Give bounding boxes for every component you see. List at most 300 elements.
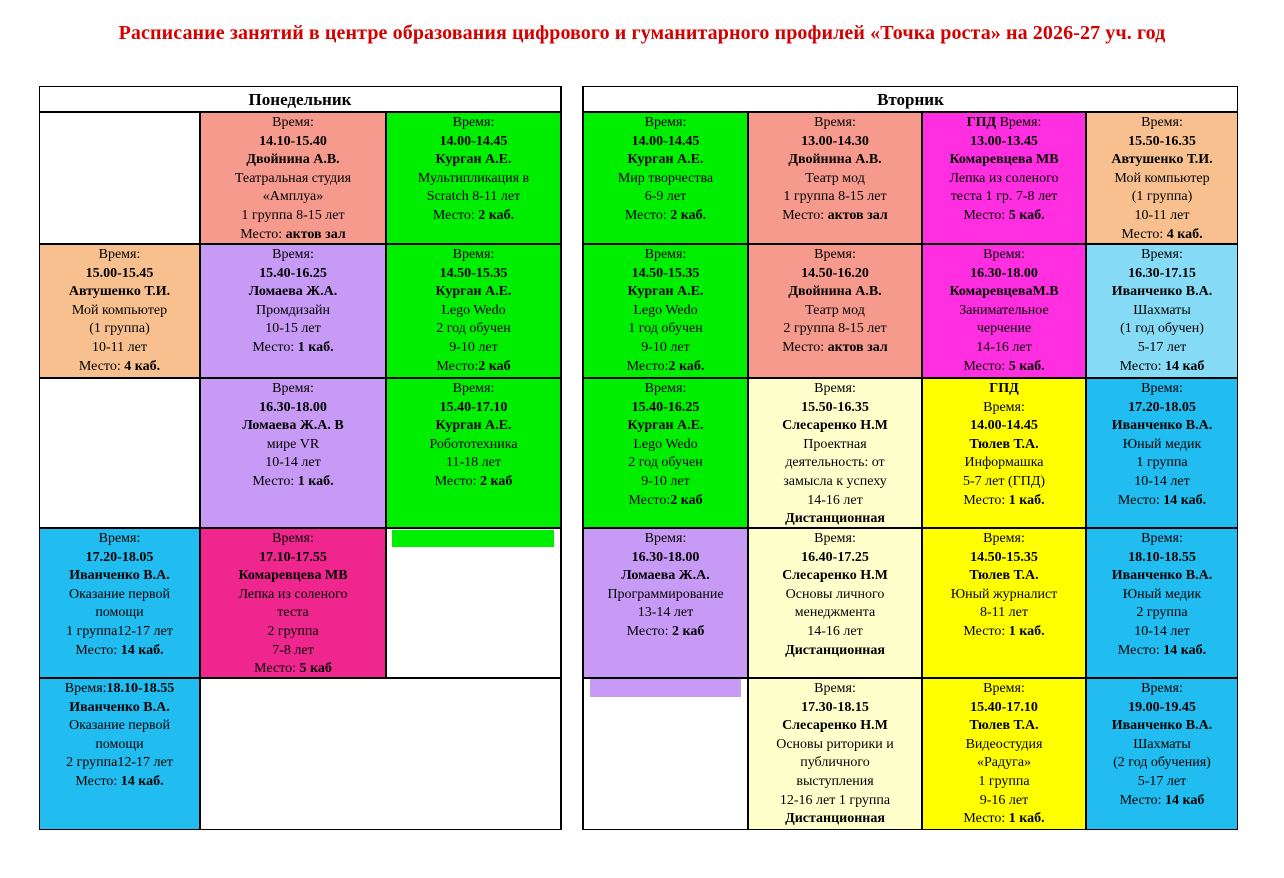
lesson-line xyxy=(1087,226,1237,244)
lesson-line xyxy=(40,283,199,302)
lesson-line-text: 2 год обучен xyxy=(628,455,703,471)
lesson-line xyxy=(584,623,747,642)
lesson-line xyxy=(201,188,385,207)
lesson-line xyxy=(923,417,1085,436)
lesson-line xyxy=(584,567,747,586)
lesson-line-text: Шахматы xyxy=(1133,302,1191,318)
lesson-line-text: Двойнина А.В. xyxy=(788,152,882,168)
lesson-line xyxy=(923,549,1085,568)
lesson-line xyxy=(1087,717,1237,736)
lesson-line xyxy=(387,339,560,358)
lesson-line xyxy=(40,773,199,792)
empty-cell xyxy=(39,112,200,244)
lesson-line-text: Время: xyxy=(272,381,314,396)
lesson-line xyxy=(584,133,747,152)
lesson-line xyxy=(749,623,921,642)
lesson-line xyxy=(923,188,1085,207)
lesson-line xyxy=(1087,358,1237,377)
lesson-line-text: 15.00-15.45 xyxy=(85,265,154,281)
lesson-line xyxy=(40,754,199,773)
lesson-line-text: Время: xyxy=(64,681,107,696)
lesson-line-text: Мой компьютер xyxy=(71,302,168,318)
lesson-line-text: Время: xyxy=(644,247,687,262)
empty-cell xyxy=(386,528,561,678)
page-title: Расписание занятий в центре образования цифрового и гуманитарного профилей «Точка роста» на 2026-27 уч. год xyxy=(118,22,1166,44)
lesson-line xyxy=(387,302,560,321)
lesson-line-text: 14.50-15.35 xyxy=(439,265,508,281)
lesson-line xyxy=(387,151,560,170)
lesson-line xyxy=(201,473,385,492)
lesson-line-value: 14 каб xyxy=(1165,358,1205,374)
lesson-line-text: 14.00-14.45 xyxy=(970,418,1038,434)
lesson-line-text: 13.00-13.45 xyxy=(970,133,1038,149)
lesson-line-text: Время: xyxy=(1141,115,1183,130)
lesson-line-text: (1 группа) xyxy=(89,321,150,337)
lesson-line-text: 16.40-17.25 xyxy=(801,549,869,565)
lesson-line xyxy=(584,302,747,321)
lesson-line xyxy=(40,549,199,568)
lesson-line xyxy=(584,530,747,549)
lesson-line-text: 10-14 лет xyxy=(1134,623,1190,639)
lesson-cell xyxy=(1086,378,1238,528)
lesson-line-text: Место: xyxy=(963,207,1009,223)
lesson-line xyxy=(1087,380,1237,399)
lesson-line-text: 13-14 лет xyxy=(637,605,694,621)
lesson-line xyxy=(201,207,385,226)
lesson-line-value: 2 каб xyxy=(670,492,703,508)
lesson-line xyxy=(201,133,385,152)
lesson-line-text: 10-14 лет xyxy=(265,455,321,471)
lesson-line xyxy=(923,283,1085,302)
lesson-line-value: 1 каб. xyxy=(1008,492,1045,508)
lesson-line xyxy=(40,320,199,339)
lesson-line-text: 14-16 лет xyxy=(976,339,1032,355)
empty-cell xyxy=(583,678,748,830)
lesson-line-text: Место: xyxy=(963,811,1009,827)
lesson-line-text: 15.40-17.10 xyxy=(970,699,1038,715)
lesson-line-text: 14.50-15.35 xyxy=(970,549,1038,565)
lesson-line xyxy=(749,339,921,358)
lesson-line xyxy=(749,170,921,189)
lesson-line-extra: Время: xyxy=(996,115,1042,130)
lesson-line xyxy=(923,754,1085,773)
lesson-line-value: 14 каб. xyxy=(1163,642,1207,658)
lesson-line xyxy=(1087,604,1237,623)
lesson-line-text: Курган А.Е. xyxy=(435,418,512,434)
lesson-line xyxy=(584,339,747,358)
lesson-line-text: Юный журналист xyxy=(950,586,1058,602)
lesson-line xyxy=(1087,567,1237,586)
lesson-line xyxy=(1087,773,1237,792)
lesson-line xyxy=(201,380,385,399)
lesson-line xyxy=(584,265,747,284)
lesson-line xyxy=(1087,454,1237,473)
lesson-line-text: 15.40-17.10 xyxy=(439,399,508,415)
lesson-line-text: Время: xyxy=(98,247,141,262)
lesson-line-text: Шахматы xyxy=(1133,736,1191,752)
lesson-line-text: Место: xyxy=(628,492,671,508)
lesson-line xyxy=(40,680,199,699)
lesson-line xyxy=(923,810,1085,829)
lesson-cell xyxy=(39,678,200,830)
lesson-line-text: 15.40-16.25 xyxy=(259,265,327,281)
lesson-line-text: 14.00-14.45 xyxy=(631,133,700,149)
lesson-line xyxy=(584,492,747,511)
lesson-line-text: 7-8 лет xyxy=(272,642,314,658)
lesson-line-text: Комаревцева МВ xyxy=(949,152,1059,168)
lesson-cell xyxy=(922,528,1086,678)
lesson-line xyxy=(923,151,1085,170)
lesson-line-value: 2 каб. xyxy=(478,207,515,223)
lesson-line xyxy=(923,246,1085,265)
lesson-line xyxy=(584,586,747,605)
lesson-line xyxy=(1087,320,1237,339)
lesson-line xyxy=(387,417,560,436)
lesson-line xyxy=(1087,680,1237,699)
lesson-line xyxy=(201,549,385,568)
lesson-line-text: Комаревцева МВ xyxy=(238,568,348,584)
lesson-line-text: Время: xyxy=(272,247,314,262)
lesson-cell xyxy=(1086,528,1238,678)
lesson-line xyxy=(923,302,1085,321)
lesson-line-text: Курган А.Е. xyxy=(435,284,512,300)
lesson-line xyxy=(1087,586,1237,605)
lesson-line xyxy=(201,265,385,284)
lesson-line xyxy=(387,170,560,189)
lesson-line xyxy=(749,265,921,284)
lesson-line-text: Курган А.Е. xyxy=(627,418,704,434)
lesson-line xyxy=(923,680,1085,699)
lesson-line xyxy=(1087,265,1237,284)
lesson-line-text: 17.10-17.55 xyxy=(259,549,327,565)
lesson-line-value: 14 каб xyxy=(1165,792,1205,808)
lesson-line-text: 9-10 лет xyxy=(641,473,690,489)
lesson-line-value: 1 каб. xyxy=(297,339,334,355)
lesson-line-text: 15.50-16.35 xyxy=(1128,133,1196,149)
lesson-line-text: (2 год обучения) xyxy=(1113,755,1211,771)
lesson-line xyxy=(201,623,385,642)
lesson-line xyxy=(201,170,385,189)
lesson-line xyxy=(1087,246,1237,265)
lesson-cell xyxy=(200,112,386,244)
lesson-line xyxy=(40,736,199,755)
lesson-cell xyxy=(748,244,922,378)
lesson-line xyxy=(749,417,921,436)
lesson-line xyxy=(584,283,747,302)
lesson-cell xyxy=(922,678,1086,830)
lesson-line-value: актов зал xyxy=(285,226,346,242)
lesson-line xyxy=(40,302,199,321)
lesson-line xyxy=(40,265,199,284)
lesson-line xyxy=(201,604,385,623)
lesson-line-text: Место: xyxy=(626,358,669,374)
lesson-line-text: Место: xyxy=(252,473,298,489)
lesson-line-text: Место: xyxy=(78,358,125,374)
lesson-line xyxy=(749,642,921,661)
lesson-line-text: Время: xyxy=(452,381,495,396)
lesson-cell xyxy=(583,378,748,528)
lesson-line-text: Место: xyxy=(963,623,1009,639)
lesson-line-text: Робототехника xyxy=(429,436,518,452)
lesson-line-text: Театр мод xyxy=(805,170,865,186)
monday-header: Понедельник xyxy=(39,86,561,112)
lesson-line-text: Место: xyxy=(254,661,300,677)
lesson-line-text: Курган А.Е. xyxy=(627,284,704,300)
lesson-line-text: Время: xyxy=(452,115,495,130)
lesson-line-value: 2 каб. xyxy=(670,207,707,223)
lesson-cell xyxy=(922,112,1086,244)
lesson-cell xyxy=(39,244,200,378)
lesson-line xyxy=(923,699,1085,718)
lesson-line xyxy=(749,114,921,133)
lesson-line-text: Ломаева Ж.А. В xyxy=(242,418,344,434)
lesson-line-value: 5 каб. xyxy=(1008,358,1045,374)
lesson-line xyxy=(201,436,385,455)
lesson-line-text: Время: xyxy=(983,399,1025,415)
lesson-line-text: 17.20-18.05 xyxy=(1128,399,1196,415)
lesson-line xyxy=(749,754,921,773)
lesson-line xyxy=(923,436,1085,455)
lesson-line-text: Иванченко В.А. xyxy=(69,568,170,584)
lesson-cell xyxy=(748,528,922,678)
lesson-cell xyxy=(922,244,1086,378)
lesson-line-text: 10-14 лет xyxy=(1134,473,1190,489)
lesson-line xyxy=(201,417,385,436)
lesson-line-text: Театр мод xyxy=(805,302,865,318)
lesson-line xyxy=(1087,492,1237,511)
lesson-line xyxy=(749,567,921,586)
lesson-line xyxy=(749,320,921,339)
lesson-line-text: Иванченко В.А. xyxy=(69,699,170,715)
lesson-line-text: Время: xyxy=(814,115,856,130)
lesson-line xyxy=(584,454,747,473)
lesson-line-text: Двойнина А.В. xyxy=(246,152,340,168)
lesson-line xyxy=(923,454,1085,473)
lesson-line xyxy=(923,473,1085,492)
lesson-line xyxy=(923,207,1085,226)
lesson-line-text: Место: xyxy=(1121,226,1167,242)
lesson-line-text: Лепка из соленого xyxy=(949,170,1059,186)
lesson-line xyxy=(1087,530,1237,549)
lesson-cell xyxy=(583,244,748,378)
lesson-line xyxy=(387,358,560,377)
lesson-line xyxy=(749,380,921,399)
lesson-line-text: Программирование xyxy=(607,586,724,602)
lesson-line-value: 5 каб xyxy=(299,661,332,677)
lesson-line-text: Место: xyxy=(624,207,671,223)
lesson-line xyxy=(584,246,747,265)
lesson-line-value: 1 каб. xyxy=(1008,623,1045,639)
lesson-line xyxy=(749,773,921,792)
lesson-line xyxy=(749,510,921,528)
lesson-line-text: ГПД xyxy=(989,381,1019,396)
lesson-line xyxy=(201,586,385,605)
lesson-line xyxy=(923,339,1085,358)
lesson-cell xyxy=(748,378,922,528)
lesson-line-text: 16.30-18.00 xyxy=(631,549,700,565)
lesson-line-text: Дистанционная xyxy=(785,811,885,827)
lesson-line xyxy=(749,792,921,811)
lesson-line xyxy=(40,246,199,265)
lesson-line-text: Иванченко В.А. xyxy=(1111,284,1213,300)
lesson-line xyxy=(201,339,385,358)
lesson-line xyxy=(749,283,921,302)
lesson-line-text: 1 группа 8-15 лет xyxy=(783,189,887,205)
lesson-line-text: 2 группа xyxy=(267,623,319,639)
lesson-line xyxy=(387,207,560,226)
lesson-line xyxy=(40,623,199,642)
lesson-line xyxy=(40,567,199,586)
lesson-line xyxy=(201,114,385,133)
lesson-line-text: Scratch 8-11 лет xyxy=(426,189,521,205)
lesson-line-text: Время: xyxy=(1141,247,1183,262)
lesson-line-text: 19.00-19.45 xyxy=(1128,699,1196,715)
lesson-cell xyxy=(39,528,200,678)
lesson-line-text: Время: xyxy=(644,531,687,546)
lesson-line xyxy=(923,567,1085,586)
lesson-line-text: Время: xyxy=(1141,381,1183,396)
lesson-line xyxy=(749,549,921,568)
lesson-line-text: Слесаренко Н.М xyxy=(782,718,888,734)
lesson-line-text: помощи xyxy=(95,605,144,621)
lesson-line xyxy=(1087,151,1237,170)
lesson-line xyxy=(1087,170,1237,189)
lesson-line xyxy=(201,226,385,244)
lesson-line-text: Ломаева Ж.А. xyxy=(621,568,710,584)
lesson-line-value: 14 каб. xyxy=(120,642,164,658)
lesson-line xyxy=(1087,736,1237,755)
lesson-line-text: «Радуга» xyxy=(976,755,1032,771)
lesson-line-value: 18.10-18.55 xyxy=(106,681,175,696)
lesson-line xyxy=(201,302,385,321)
lesson-line-text: Время: xyxy=(644,381,687,396)
lesson-line-value: 2 каб xyxy=(478,358,511,374)
lesson-line-value: 1 каб. xyxy=(1008,811,1045,827)
lesson-line xyxy=(584,380,747,399)
lesson-line xyxy=(923,530,1085,549)
lesson-line-value: 5 каб. xyxy=(1008,207,1045,223)
lesson-line-text: 14.50-16.20 xyxy=(801,265,869,281)
lesson-line xyxy=(923,399,1085,418)
lesson-line xyxy=(1087,623,1237,642)
lesson-line-value: 4 каб. xyxy=(1166,226,1203,242)
lesson-line-text: 10-15 лет xyxy=(265,321,321,337)
lesson-line xyxy=(923,492,1085,511)
lesson-cell xyxy=(200,378,386,528)
lesson-line xyxy=(1087,436,1237,455)
lesson-line xyxy=(1087,699,1237,718)
lesson-line-text: Время: xyxy=(272,531,314,546)
lesson-line-text: Время: xyxy=(983,681,1025,696)
lesson-cell xyxy=(386,378,561,528)
lesson-line-text: Время: xyxy=(644,115,687,130)
lesson-line xyxy=(584,604,747,623)
lesson-line-text: замысла к успеху xyxy=(783,473,887,489)
lesson-cell xyxy=(386,112,561,244)
lesson-line-text: Курган А.Е. xyxy=(627,152,704,168)
lesson-line-text: 10-11 лет xyxy=(1134,207,1190,223)
lesson-line-text: 1 группа12-17 лет xyxy=(66,623,173,639)
lesson-line-text: Место: xyxy=(1117,642,1164,658)
lesson-line-text: 16.30-18.00 xyxy=(259,399,327,415)
lesson-line-text: 10-11 лет xyxy=(92,339,147,355)
lesson-line xyxy=(584,170,747,189)
lesson-line-text: Иванченко В.А. xyxy=(1111,418,1213,434)
lesson-line-value: 2 каб xyxy=(480,473,513,489)
lesson-line xyxy=(387,283,560,302)
lesson-line xyxy=(387,114,560,133)
lesson-line xyxy=(40,699,199,718)
lesson-line-text: Видеостудия xyxy=(965,736,1043,752)
lesson-line-text: теста 1 гр. 7-8 лет xyxy=(950,189,1058,205)
lesson-line xyxy=(201,567,385,586)
lesson-line-text: Lego Wedo xyxy=(633,302,698,318)
lesson-line-text: Место: xyxy=(434,473,480,489)
lesson-line-text: ГПД xyxy=(966,115,997,130)
lesson-line-text: Время: xyxy=(983,247,1025,262)
lesson-line-value: 4 каб. xyxy=(124,358,161,374)
lesson-line xyxy=(923,380,1085,399)
lesson-line xyxy=(1087,188,1237,207)
lesson-line-value: 14 каб. xyxy=(1163,492,1207,508)
lesson-line xyxy=(1087,114,1237,133)
lesson-line xyxy=(584,114,747,133)
lesson-line-text: Проектная xyxy=(803,436,867,452)
lesson-line-text: 17.30-18.15 xyxy=(801,699,869,715)
lesson-line xyxy=(749,717,921,736)
lesson-line-text: Основы риторики и xyxy=(776,736,894,752)
lesson-line xyxy=(387,246,560,265)
lesson-line-text: 9-10 лет xyxy=(641,339,690,355)
lesson-line-text: Лепка из соленого xyxy=(238,586,348,602)
lesson-line-text: Оказание первой xyxy=(68,586,171,602)
lesson-line xyxy=(749,530,921,549)
lesson-line xyxy=(40,604,199,623)
lesson-line-text: Мир творчества xyxy=(617,170,714,186)
lesson-line xyxy=(1087,399,1237,418)
lesson-line xyxy=(201,660,385,678)
lesson-line-text: Автушенко Т.И. xyxy=(1111,152,1213,168)
lesson-line-text: Основы личного xyxy=(785,586,885,602)
lesson-line-text: Время: xyxy=(814,531,856,546)
lesson-line-text: Мультипликация в xyxy=(417,170,530,186)
lesson-line-text: 14.00-14.45 xyxy=(439,133,508,149)
lesson-line xyxy=(749,399,921,418)
lesson-line-text: Тюлев Т.А. xyxy=(969,568,1039,584)
lesson-cell xyxy=(1086,112,1238,244)
lesson-line-text: Занимательное xyxy=(959,302,1049,318)
lesson-line xyxy=(749,473,921,492)
lesson-line xyxy=(584,151,747,170)
lesson-line-text: «Амплуа» xyxy=(262,189,324,205)
lesson-line-text: 5-17 лет xyxy=(1137,773,1187,789)
lesson-line-text: Время: xyxy=(814,381,856,396)
lesson-line-text: 18.10-18.55 xyxy=(1128,549,1196,565)
lesson-line xyxy=(387,436,560,455)
lesson-line xyxy=(1087,642,1237,661)
lesson-line-text: Место: xyxy=(1119,358,1165,374)
lesson-line-text: 9-16 лет xyxy=(979,792,1029,808)
lesson-line-text: 16.30-18.00 xyxy=(970,265,1038,281)
lesson-line xyxy=(749,207,921,226)
lesson-line-text: 11-18 лет xyxy=(446,455,501,471)
lesson-line xyxy=(749,133,921,152)
lesson-cell xyxy=(583,112,748,244)
lesson-line-text: Мой компьютер xyxy=(1114,170,1210,186)
lesson-line xyxy=(40,530,199,549)
lesson-line xyxy=(584,417,747,436)
lesson-line xyxy=(201,246,385,265)
